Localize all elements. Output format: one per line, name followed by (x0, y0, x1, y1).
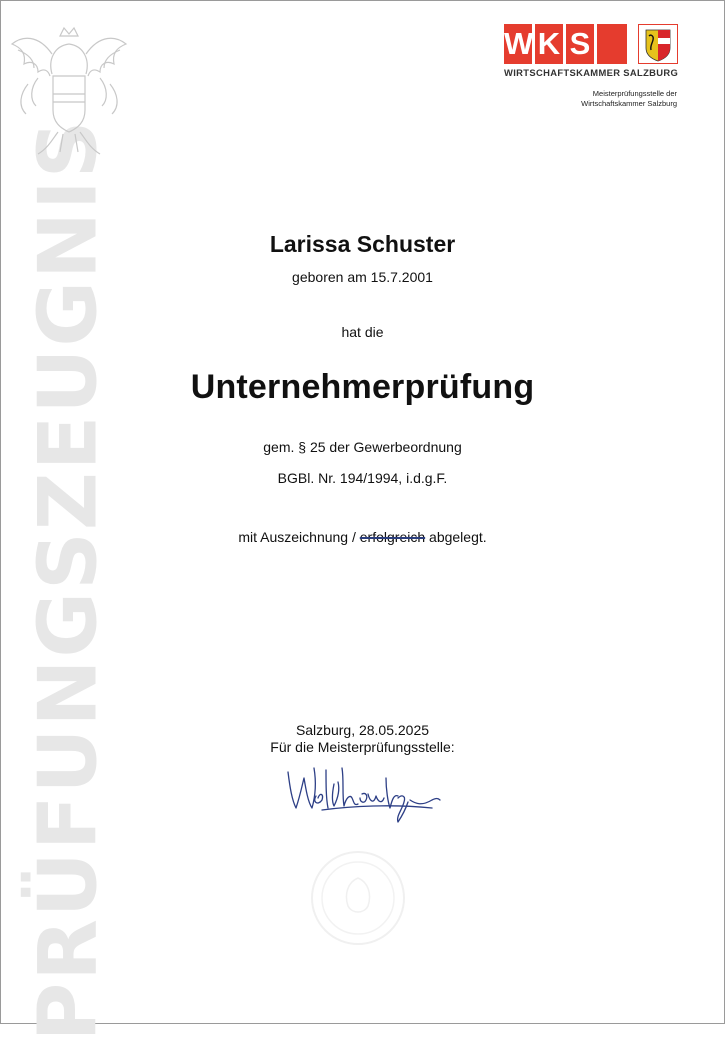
result-prefix: mit Auszeichnung / (238, 529, 360, 545)
embossed-seal (308, 848, 408, 948)
result-suffix: abgelegt. (425, 529, 487, 545)
result-line (0, 529, 725, 545)
logo-letter-w: W (504, 24, 532, 64)
result-struck-option: erfolgreich (359, 529, 426, 545)
issuing-office (581, 89, 677, 109)
austrian-eagle-icon (8, 14, 130, 164)
legal-basis-line-1: gem. § 25 der Gewerbeordnung (263, 439, 462, 455)
issuer-line-1: Meisterprüfungsstelle der (592, 89, 677, 98)
logo-letter-k: K (535, 24, 563, 64)
logo-spacer (597, 24, 627, 64)
place-date: Salzburg, 28.05.2025 (295, 722, 430, 738)
issuer-line-2: Wirtschaftskammer Salzburg (581, 99, 677, 108)
exam-title: Unternehmerprüfung (190, 368, 535, 406)
logo-letter-s: S (566, 24, 594, 64)
logo-subtitle: WIRTSCHAFTSKAMMER SALZBURG (504, 67, 679, 78)
birth-date: geboren am 15.7.2001 (292, 269, 433, 285)
handwritten-signature (282, 758, 442, 833)
authority-line: Für die Meisterprüfungsstelle: (270, 739, 455, 755)
intro-text: hat die (341, 324, 384, 340)
legal-basis-line-2: BGBl. Nr. 194/1994, i.d.g.F. (277, 470, 448, 486)
wks-logo (504, 24, 679, 78)
salzburg-coat-of-arms-icon (638, 24, 678, 64)
candidate-name: Larissa Schuster (269, 231, 456, 257)
